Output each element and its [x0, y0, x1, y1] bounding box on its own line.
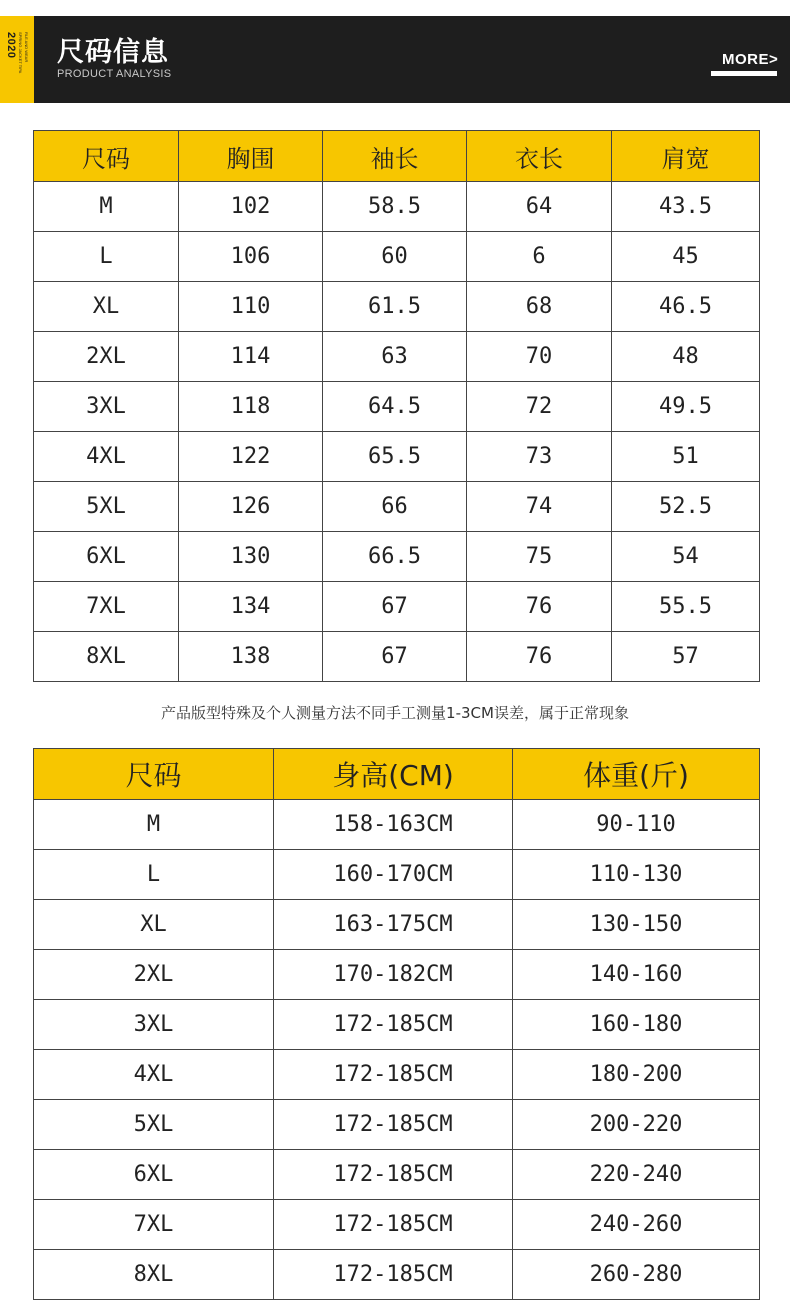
fit-recommendation-table: [33, 748, 760, 1300]
table-cell: L: [34, 232, 179, 282]
table-cell: 52.5: [612, 482, 760, 532]
table-row: [34, 382, 760, 432]
table-cell: 63: [323, 332, 467, 382]
table-cell: 2XL: [34, 950, 274, 1000]
table-cell: 172-185CM: [274, 1000, 513, 1050]
table-row: [34, 950, 760, 1000]
table-cell: 180-200: [513, 1050, 760, 1100]
table-cell: 51: [612, 432, 760, 482]
more-underline: [711, 71, 777, 76]
table-cell: 67: [323, 582, 467, 632]
table-cell: 122: [179, 432, 323, 482]
table-row: [34, 432, 760, 482]
table-cell: 7XL: [34, 1200, 274, 1250]
table-cell: 76: [467, 582, 612, 632]
table-row: [34, 182, 760, 232]
header-length: 衣长: [467, 131, 612, 182]
table-row: [34, 282, 760, 332]
table-cell: 240-260: [513, 1200, 760, 1250]
table-cell: 7XL: [34, 582, 179, 632]
badge-small-line-1: SPRING JACKET TIPA: [18, 32, 23, 74]
table-cell: XL: [34, 900, 274, 950]
table-cell: 6XL: [34, 1150, 274, 1200]
table-cell: 46.5: [612, 282, 760, 332]
table-row: [34, 582, 760, 632]
header-sleeve: 袖长: [323, 131, 467, 182]
table-cell: 106: [179, 232, 323, 282]
table-cell: M: [34, 182, 179, 232]
table-cell: 110-130: [513, 850, 760, 900]
header-bar: [0, 16, 790, 103]
table-cell: 70: [467, 332, 612, 382]
table-cell: M: [34, 800, 274, 850]
table-cell: L: [34, 850, 274, 900]
table-row: [34, 1000, 760, 1050]
table-cell: 3XL: [34, 382, 179, 432]
table-cell: 4XL: [34, 1050, 274, 1100]
table-cell: 170-182CM: [274, 950, 513, 1000]
table-row: [34, 632, 760, 682]
table-cell: 172-185CM: [274, 1250, 513, 1300]
table-row: [34, 332, 760, 382]
more-link[interactable]: MORE>: [722, 51, 779, 68]
table-cell: 49.5: [612, 382, 760, 432]
measurement-note: 产品版型特殊及个人测量方法不同手工测量1-3CM误差，属于正常现象: [161, 704, 629, 722]
header-size: 尺码: [34, 749, 274, 800]
table-cell: 2XL: [34, 332, 179, 382]
table-cell: 60: [323, 232, 467, 282]
table-cell: 45: [612, 232, 760, 282]
header-height: 身高(CM): [274, 749, 513, 800]
size-measurement-table: [33, 130, 760, 682]
table-header-row: [34, 749, 760, 800]
table-cell: 130-150: [513, 900, 760, 950]
table-cell: 6XL: [34, 532, 179, 582]
table-cell: 64: [467, 182, 612, 232]
table-row: [34, 1100, 760, 1150]
table-cell: 172-185CM: [274, 1100, 513, 1150]
table-cell: 130: [179, 532, 323, 582]
table-cell: 58.5: [323, 182, 467, 232]
table-row: [34, 482, 760, 532]
table-cell: 140-160: [513, 950, 760, 1000]
table-cell: 126: [179, 482, 323, 532]
table-cell: 134: [179, 582, 323, 632]
table-cell: 68: [467, 282, 612, 332]
table-cell: 3XL: [34, 1000, 274, 1050]
table-row: [34, 1050, 760, 1100]
table-cell: 6: [467, 232, 612, 282]
header-shoulder: 肩宽: [612, 131, 760, 182]
table-cell: 8XL: [34, 1250, 274, 1300]
table-row: [34, 532, 760, 582]
table-cell: XL: [34, 282, 179, 332]
table-cell: 43.5: [612, 182, 760, 232]
table-cell: 102: [179, 182, 323, 232]
table-row: [34, 900, 760, 950]
table-cell: 54: [612, 532, 760, 582]
table-cell: 160-180: [513, 1000, 760, 1050]
table-cell: 75: [467, 532, 612, 582]
table-cell: 172-185CM: [274, 1050, 513, 1100]
table-cell: 65.5: [323, 432, 467, 482]
table-cell: 5XL: [34, 482, 179, 532]
header-chest: 胸围: [179, 131, 323, 182]
table-cell: 64.5: [323, 382, 467, 432]
table-cell: 5XL: [34, 1100, 274, 1150]
page-subtitle: PRODUCT ANALYSIS: [57, 68, 172, 80]
header-size: 尺码: [34, 131, 179, 182]
page-title: 尺码信息: [57, 37, 169, 68]
table-cell: 160-170CM: [274, 850, 513, 900]
table-header-row: [34, 131, 760, 182]
table-cell: 66: [323, 482, 467, 532]
table-cell: 138: [179, 632, 323, 682]
table-cell: 172-185CM: [274, 1200, 513, 1250]
table-cell: 110: [179, 282, 323, 332]
table-cell: 48: [612, 332, 760, 382]
year-badge: [0, 16, 34, 103]
table-cell: 172-185CM: [274, 1150, 513, 1200]
table-cell: 73: [467, 432, 612, 482]
table-row: [34, 800, 760, 850]
table-row: [34, 232, 760, 282]
table-cell: 4XL: [34, 432, 179, 482]
table-cell: 90-110: [513, 800, 760, 850]
table-cell: 55.5: [612, 582, 760, 632]
table-cell: 118: [179, 382, 323, 432]
table-cell: 163-175CM: [274, 900, 513, 950]
table-cell: 220-240: [513, 1150, 760, 1200]
table-row: [34, 1150, 760, 1200]
table-cell: 200-220: [513, 1100, 760, 1150]
table-cell: 74: [467, 482, 612, 532]
table-cell: 72: [467, 382, 612, 432]
table-cell: 66.5: [323, 532, 467, 582]
table-cell: 67: [323, 632, 467, 682]
table-cell: 61.5: [323, 282, 467, 332]
table-cell: 114: [179, 332, 323, 382]
badge-small-line-2: RLE AND WEAR: [24, 32, 29, 63]
table-cell: 76: [467, 632, 612, 682]
header-weight: 体重(斤): [513, 749, 760, 800]
table-row: [34, 1250, 760, 1300]
badge-year: 2020: [5, 32, 17, 59]
table-row: [34, 850, 760, 900]
table-cell: 8XL: [34, 632, 179, 682]
table-cell: 57: [612, 632, 760, 682]
table-cell: 260-280: [513, 1250, 760, 1300]
table-row: [34, 1200, 760, 1250]
table-cell: 158-163CM: [274, 800, 513, 850]
